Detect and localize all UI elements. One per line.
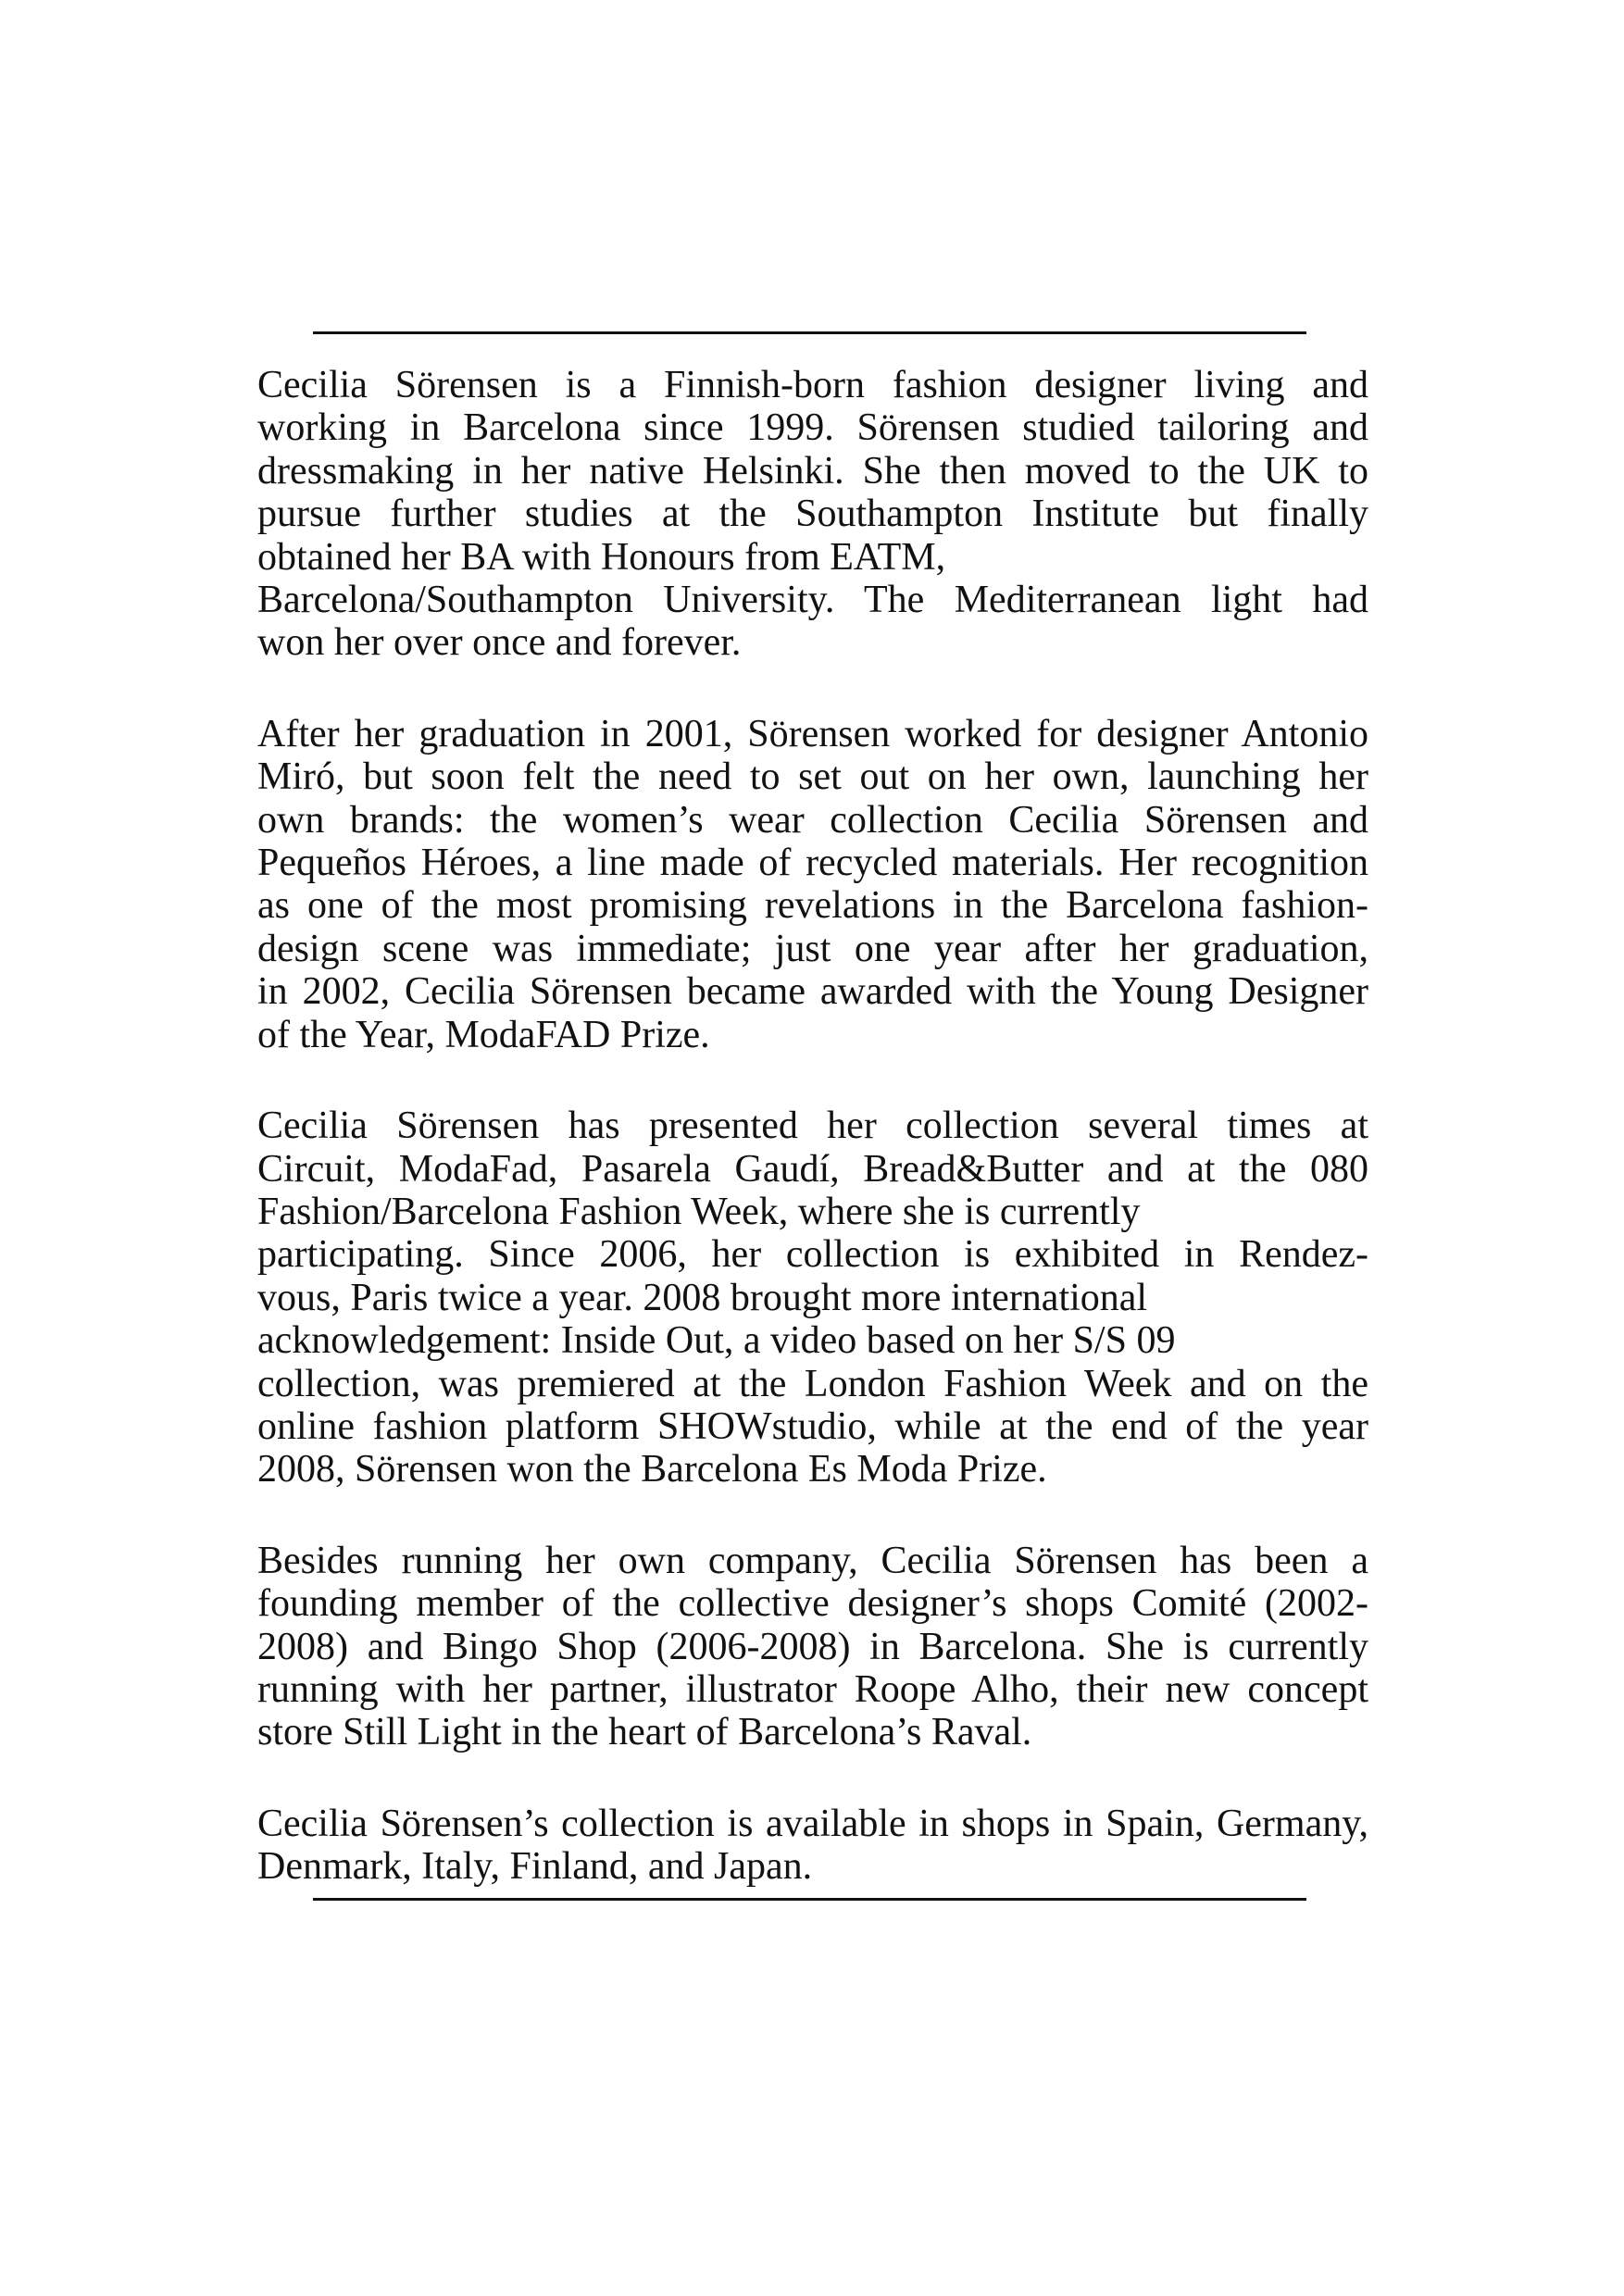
text-line: design scene was immediate; just one year after her graduation, [257,927,1368,970]
text-line: of the Year, ModaFAD Prize. [257,1013,710,1056]
top-divider [313,331,1306,334]
text-line: Cecilia Sörensen’s collection is available in shops in Spain, Germany, [257,1802,1368,1845]
text-line: Barcelona/Southampton University. The Mediterranean light had [257,579,1368,622]
text-line: participating. Since 2006, her collection is exhibited in Rendez- [257,1233,1368,1277]
text-line: dressmaking in her native Helsinki. She then moved to the UK to [257,449,1368,493]
text-line: Cecilia Sörensen is a Finnish-born fashion designer living and [257,364,1368,406]
paragraph-career [257,713,1368,1056]
text-line: After her graduation in 2001, Sörensen worked for designer Antonio [257,712,1368,755]
bottom-divider [313,1898,1306,1901]
text-line: online fashion platform SHOWstudio, while at the end of the year [257,1404,1368,1448]
text-line: Circuit, ModaFad, Pasarela Gaudí, Bread&Butter and at the 080 [257,1147,1368,1191]
paragraph-intro [257,364,1368,665]
text-line: store Still Light in the heart of Barcelona’s Raval. [257,1711,1032,1754]
paragraph-presentations [257,1104,1368,1491]
text-line: Pequeños Héroes, a line made of recycled materials. Her recognition [257,842,1368,885]
text-line: won her over once and forever. [257,621,742,665]
text-line: Denmark, Italy, Finland, and Japan. [257,1845,813,1889]
text-line: 2008, Sörensen won the Barcelona Es Moda Prize. [257,1448,1047,1491]
text-line: in 2002, Cecilia Sörensen became awarded with the Young Designer [257,970,1368,1014]
text-line: obtained her BA with Honours from EATM, [257,535,946,579]
biography-text [257,364,1368,1937]
text-line: 2008) and Bingo Shop (2006-2008) in Barcelona. She is currently [257,1625,1368,1668]
text-line: Cecilia Sörensen has presented her collection several times at [257,1104,1368,1148]
text-line: working in Barcelona since 1999. Sörensen studied tailoring and [257,406,1368,450]
text-line: as one of the most promising revelations in the Barcelona fashion- [257,884,1368,928]
text-line: acknowledgement: Inside Out, a video based on her S/S 09 [257,1319,1176,1363]
text-line: pursue further studies at the Southampton Institute but finally [257,493,1368,536]
text-line: Fashion/Barcelona Fashion Week, where she is currently [257,1190,1141,1233]
text-line: own brands: the women’s wear collection Cecilia Sörensen and [257,798,1368,842]
text-line: Miró, but soon felt the need to set out on her own, launching her [257,755,1368,799]
text-line: running with her partner, illustrator Roope Alho, their new concept [257,1667,1368,1711]
text-line: founding member of the collective designer’s shops Comité (2002- [257,1582,1368,1626]
text-line: Besides running her own company, Cecilia Sörensen has been a [257,1539,1368,1582]
paragraph-availability [257,1803,1368,1889]
paragraph-shops [257,1540,1368,1754]
text-line: collection, was premiered at the London Fashion Week and on the [257,1362,1368,1405]
text-line: vous, Paris twice a year. 2008 brought more international [257,1276,1148,1319]
